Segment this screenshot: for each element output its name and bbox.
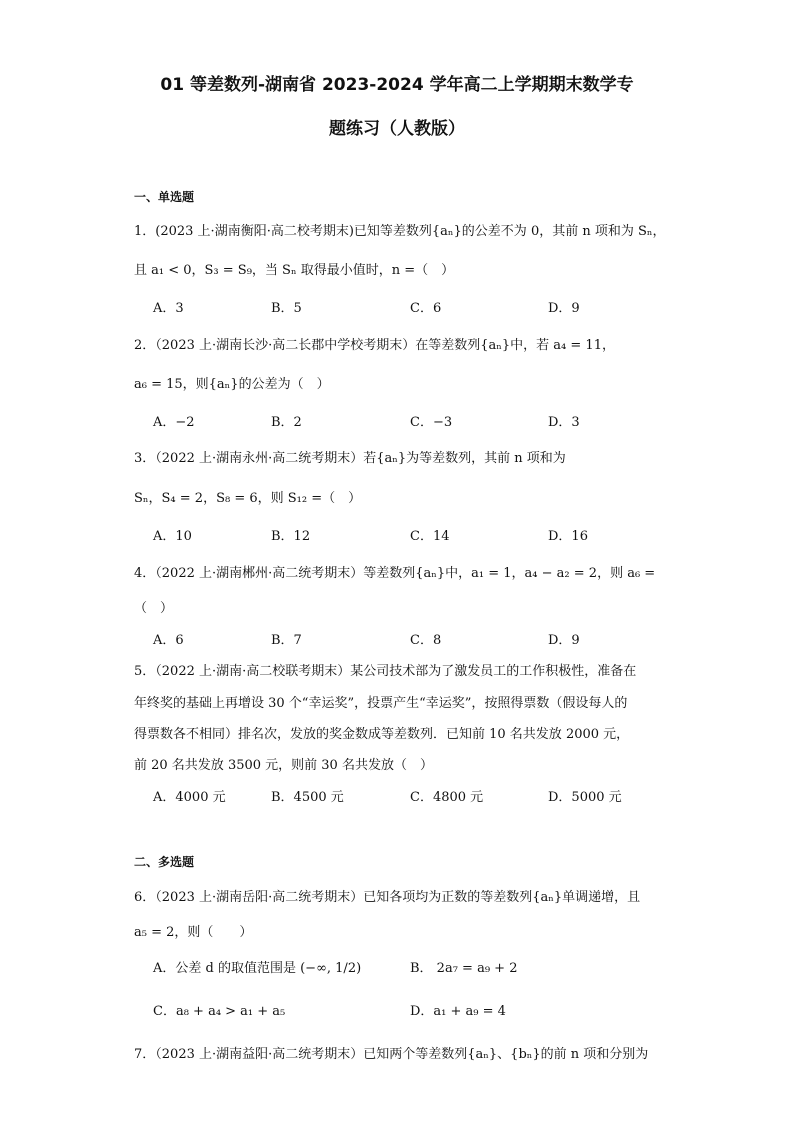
question-1-line-2: 且 a₁ < 0，S₃ = S₉，当 Sₙ 取得最小值时，n =（ ） bbox=[134, 263, 455, 278]
question-4-option-b: B．7 bbox=[271, 633, 302, 648]
question-1-option-a: A．3 bbox=[153, 301, 184, 316]
question-5-line-3: 得票数各不相同）排名次，发放的奖金数成等差数列．已知前 10 名共发放 2000 元， bbox=[134, 727, 630, 742]
question-6-line-2: a₅ = 2，则（ ） bbox=[134, 925, 253, 940]
question-6-option-a: A．公差 d 的取值范围是 (−∞, 1/2) bbox=[153, 961, 362, 976]
question-1-option-d: D．9 bbox=[548, 301, 580, 316]
question-6-line-1: 6．（2023 上·湖南岳阳·高二统考期末）已知各项均为正数的等差数列{aₙ}单调递增，且 bbox=[134, 890, 641, 905]
question-2-line-2: a₆ = 15，则{aₙ}的公差为（ ） bbox=[134, 377, 330, 392]
section-heading-single-choice: 一、单选题 bbox=[134, 190, 195, 204]
question-6-option-b: B． 2a₇ = a₉ + 2 bbox=[410, 961, 518, 976]
document-title-line-1: 01 等差数列-湖南省 2023-2024 学年高二上学期期末数学专 bbox=[160, 75, 634, 95]
question-2-option-c: C．−3 bbox=[410, 415, 453, 430]
question-5-option-c: C．4800 元 bbox=[410, 790, 484, 805]
question-2-option-d: D．3 bbox=[548, 415, 580, 430]
question-4-option-d: D．9 bbox=[548, 633, 580, 648]
question-6-option-d: D．a₁ + a₉ = 4 bbox=[410, 1004, 506, 1019]
question-5-line-1: 5．（2022 上·湖南·高二校联考期末）某公司技术部为了激发员工的工作积极性，准备在 bbox=[134, 664, 637, 679]
section-heading-multiple-choice: 二、多选题 bbox=[134, 855, 195, 869]
question-4-option-a: A．6 bbox=[153, 633, 184, 648]
question-3-option-a: A．10 bbox=[153, 529, 192, 544]
question-5-option-d: D．5000 元 bbox=[548, 790, 622, 805]
question-1-option-b: B．5 bbox=[271, 301, 302, 316]
question-1-line-1: 1．(2023 上·湖南衡阳·高二校考期末)已知等差数列{aₙ}的公差不为 0，其前 n 项和为 Sₙ， bbox=[134, 224, 666, 239]
question-2-option-b: B．2 bbox=[271, 415, 302, 430]
question-3-line-1: 3．（2022 上·湖南永州·高二统考期末）若{aₙ}为等差数列，其前 n 项和为 bbox=[134, 451, 566, 466]
question-3-option-b: B．12 bbox=[271, 529, 311, 544]
document-title-line-2: 题练习（人教版） bbox=[329, 119, 465, 139]
question-1-option-c: C．6 bbox=[410, 301, 442, 316]
question-5-option-b: B．4500 元 bbox=[271, 790, 344, 805]
question-5-option-a: A．4000 元 bbox=[153, 790, 226, 805]
question-2-line-1: 2．（2023 上·湖南长沙·高二长郡中学校考期末）在等差数列{aₙ}中，若 a₄ = 11， bbox=[134, 338, 615, 353]
question-4-line-1: 4．（2022 上·湖南郴州·高二统考期末）等差数列{aₙ}中，a₁ = 1，a₄ − a₂ = 2，则 a₆ = bbox=[134, 566, 656, 581]
question-3-option-c: C．14 bbox=[410, 529, 450, 544]
question-5-line-4: 前 20 名共发放 3500 元，则前 30 名共发放（ ） bbox=[134, 758, 433, 773]
question-7-line-1: 7．（2023 上·湖南益阳·高二统考期末）已知两个等差数列{aₙ}、{bₙ}的前 n 项和分别为 bbox=[134, 1047, 649, 1062]
question-4-line-2: （ ） bbox=[134, 601, 174, 616]
question-6-option-c: C．a₈ + a₄ > a₁ + a₅ bbox=[153, 1004, 286, 1019]
question-3-option-d: D．16 bbox=[548, 529, 588, 544]
question-2-option-a: A．−2 bbox=[153, 415, 195, 430]
question-4-option-c: C．8 bbox=[410, 633, 442, 648]
question-3-line-2: Sₙ，S₄ = 2，S₈ = 6，则 S₁₂ =（ ） bbox=[134, 491, 362, 506]
question-5-line-2: 年终奖的基础上再增设 30 个“幸运奖”，投票产生“幸运奖”，按照得票数（假设每人的 bbox=[134, 696, 628, 711]
